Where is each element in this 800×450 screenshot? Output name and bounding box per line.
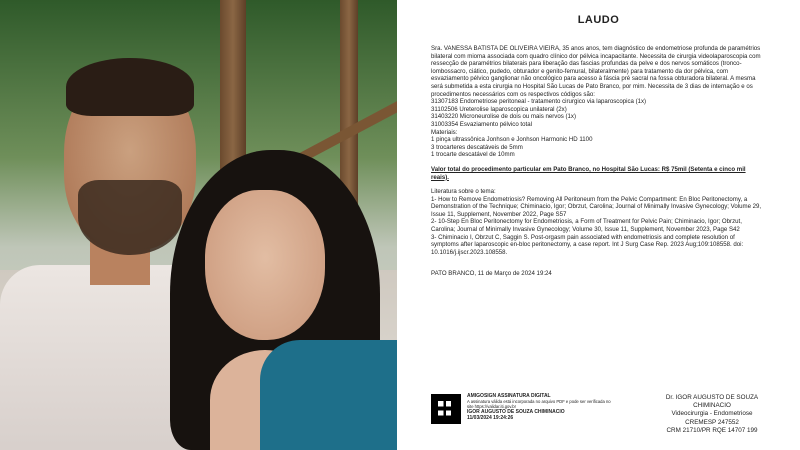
- qr-code-icon: [431, 394, 461, 424]
- doctor-name: Dr. IGOR AUGUSTO DE SOUZA CHIMINACIO: [665, 394, 759, 410]
- digital-signature-box: [431, 394, 611, 434]
- total-value: Valor total do procedimento particular em Pato Branco, no Hospital São Lucas: R$ 75mil (Setenta e cinco mil reais).: [431, 165, 746, 181]
- document-body: [431, 45, 763, 278]
- materials-list: [431, 136, 763, 159]
- signer-name: IGOR AUGUSTO DE SOUZA CHIMINACIO: [467, 409, 565, 415]
- couple-photo: [0, 0, 397, 450]
- place-date: PATO BRANCO, 11 de Março de 2024 19:24: [431, 270, 552, 278]
- list-item: 31102506 Ureterolise laparoscopica unilateral (2x): [431, 105, 567, 113]
- doctor-cremesp: CREMESP 247552: [685, 418, 739, 426]
- list-item: 1- How to Remove Endometriosis? Removing All Peritoneum from the Pelvic Compartment: En Bloc Peritonectomy, a Demonstration of the Technique; Chiminacio, Igor; Obrzut, Carolina; Journal of Minimally Invasive Gynecology; Volume 29, Issue 11, Supplement, November 2022, Page S57: [431, 195, 762, 218]
- literature-list: [431, 196, 763, 257]
- materials-label: Materiais:: [431, 128, 458, 136]
- list-item: 1 trocarte descatável de 10mm: [431, 151, 515, 159]
- procedure-codes: [431, 98, 763, 128]
- list-item: 31307183 Endometriose peritoneal - tratamento cirurgico via laparoscopica (1x): [431, 98, 647, 106]
- document-title: LAUDO: [577, 14, 620, 26]
- signature-timestamp: 11/03/2024 19:24:26: [467, 415, 514, 421]
- list-item: 2- 10-Step En Bloc Peritonectomy for Endometriosis, a Form of Treatment for Pelvic Pain; Chiminacio, Igor; Obrzut, Carolina; Journal of Minimally Invasive Gynecology; Volume 30, Issue 11, Supplement, November 2023, Page S42: [431, 218, 742, 234]
- woman-figure: [150, 150, 397, 450]
- doctor-signature: [652, 394, 772, 435]
- list-item: 3- Chiminacio I, Obrzut C, Saggin S. Post-orgasm pain associated with endometriosis and complete resolution of symptoms after laparoscopic en-bloc peritonectomy, a case report. Int J Surg Case Rep. 2023 Aug;109:108558. doi: 10.1016/j.ijscr.2023.108558.: [431, 233, 744, 256]
- signature-note: A assinatura válida está incorporada no arquivo PDF e pode ser verificada no site https://validar.iti.gov.br: [467, 399, 611, 409]
- diagnosis-paragraph: Sra. VANESSA BATISTA DE OLIVEIRA VIEIRA, 35 anos anos, tem diagnóstico de endometriose profunda de paramétrios bilateral com mioma associada com quadro clínico dor pélvica incapacitante. Necessita de cirurgia videolaparoscopia com ressecção de paramétrios bilaterais para liberação das fascias profundas da pelve e dos nervos somáticos (tronco-lombossacro, ciático, pudedo, obturador e genito-femural, bilateralmente) para tratamento da dor pélvica, com esvaziamento pélvico ganglionar não oncológico para acesso à fáscia pré sacral na fossa obturadora bilateral. A mesma será submetida a esta cirurgia no Hospital São Lucas de Pato Branco, por mim. Necessita de 3 dias de internação e os procedimentos necessários com os respectivos códigos são:: [431, 45, 761, 98]
- doctor-specialty: Videocirurgia - Endometriose: [671, 410, 753, 418]
- medical-report: [397, 0, 800, 450]
- literature-label: Literatura sobre o tema:: [431, 188, 496, 196]
- signature-title: AMIGOSIGN ASSINATURA DIGITAL: [467, 393, 551, 399]
- list-item: 3 trocarteres descatáveis de 5mm: [431, 143, 523, 151]
- list-item: 31403220 Microneurolise de dois ou mais nervos (1x): [431, 113, 576, 121]
- list-item: 31003354 Esvaziamento pélvico total: [431, 120, 532, 128]
- doctor-crm: CRM 21710/PR RQE 14707 199: [666, 426, 758, 434]
- list-item: 1 pinça ultrassônica Jonhson e Jonhson Harmonic HD 1100: [431, 136, 593, 144]
